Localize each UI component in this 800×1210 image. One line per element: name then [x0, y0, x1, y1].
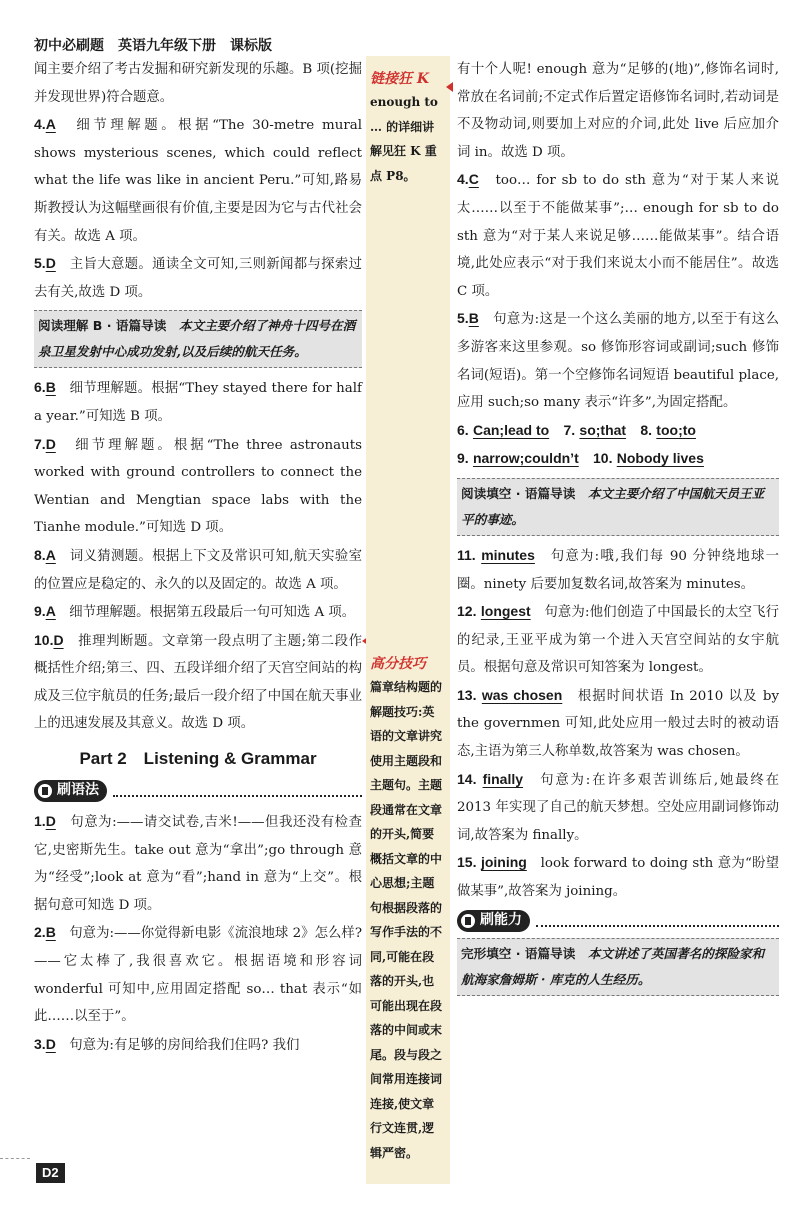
tips-text: 篇章结构题的解题技巧:英语的文章讲究使用主题段和主题句。主题段通常在文章的开头,简要概括文章的中心思想;主题句根据段落的写作手法的不同,可能在段落的开头,也可能出现在段落的中间或末尾。段与段之间常用连接词连接,使文章行文连贯,逻辑严密。 — [370, 680, 443, 1160]
sidebar-notes — [366, 56, 450, 1184]
tips-title: 高分技巧 — [370, 656, 426, 672]
answer-item: 10.D 推理判断题。文章第一段点明了主题;第二段作概括性介绍;第三、四、五段详细介绍了天宫空间站的构成及三位宇航员的任务;最后一段介绍了中国在航天事业上的迅速发展及其意义。故选 D 项。 — [34, 627, 362, 738]
answer-item: 15. joining look forward to doing sth 意为“盼望做某事”,故答案为 joining。 — [457, 854, 779, 900]
answer-row: 6. Can;lead to 7. so;that 8. too;to — [457, 421, 696, 438]
answer-item: 4.A 细节理解题。根据“The 30-metre mural shows mysterious scenes, which could reflect what the life was like in ancient Peru.”可知,路易斯教授认为这幅壁画很有价值,主要是因为它与古代社会有关。故选 A 项。 — [34, 116, 362, 244]
section-grammar: 刷语法 — [34, 780, 362, 802]
part-heading: Part 2 Listening & Grammar — [79, 749, 317, 769]
answer-item: 6.B 细节理解题。根据“They stayed there for half a year.”可知选 B 项。 — [34, 379, 362, 424]
corner-mark — [0, 1158, 30, 1159]
answer-item: 12. longest 句意为:他们创造了中国最长的太空飞行的纪录,王亚平成为第一个进入天宫空间站的女宇航员。根据句意及常识可知答案为 longest。 — [457, 603, 779, 676]
answer-item: 5.B 句意为:这是一个这么美丽的地方,以至于有这么多游客来这里参观。so 修饰形容词或副词;such 修饰名词(短语)。第一个空修饰名词短语 beautiful place,应用 such;so many 表示“许多”,为固定搭配。 — [457, 310, 779, 411]
answer-item: 5.D 主旨大意题。通读全文可知,三则新闻都与探索过去有关,故选 D 项。 — [34, 255, 362, 300]
answer-item: 11. minutes 句意为:哦,我们每 90 分钟绕地球一圈。ninety 后要加复数名词,故答案为 minutes。 — [457, 546, 779, 592]
answer-item: 3.D 句意为:有足够的房间给我们住吗? 我们 — [34, 1035, 300, 1053]
page-number: D2 — [36, 1163, 65, 1183]
page-header: 初中必刷题 英语九年级下册 课标版 — [34, 38, 272, 54]
continuation-text: 闻主要介绍了考古发掘和研究新发现的乐趣。B 项(挖掘并发现世界)符合题意。 — [34, 62, 362, 105]
answer-item: 4.C too… for sb to do sth 意为“对于某人来说太……以至于不能做某事”;… enough for sb to do sth 意为“对于某人来说足够……能做某事”。结合语境,此处应表示“对于我们来说太小而不能居住”。故选 C 项。 — [457, 171, 779, 299]
brush-icon — [38, 784, 52, 798]
dotted-divider — [536, 915, 779, 927]
continuation-text: 有十个人呢! enough 意为“足够的(地)”,修饰名词时,常放在名词前;不定式作后置定语修饰名词时,若动词是不及物动词,则要加上对应的介词,此处 live 后应加介词 in。故选 D 项。 — [457, 62, 779, 160]
answer-item: 2.B 句意为:——你觉得新电影《流浪地球 2》怎么样?——它太棒了,我很喜欢它。根据语境和形容词 wonderful 可知中,应用固定搭配 so… that 表示“如此……以至于”。 — [34, 924, 362, 1025]
answer-item: 9.A 细节理解题。根据第五段最后一句可知选 A 项。 — [34, 603, 356, 621]
answer-item: 7.D 细节理解题。根据“The three astronauts worked with ground controllers to connect the Wentian and Mengtian space labs with the Tianhe module.”可知选 D 项。 — [34, 435, 363, 536]
answer-item: 8.A 词义猜测题。根据上下文及常识可知,航天实验室的位置应是稳定的、永久的以及固定的。故选 A 项。 — [34, 546, 362, 592]
link-title: 链接狂 K — [370, 71, 430, 87]
section-ability: 刷能力 — [457, 910, 779, 932]
right-column — [457, 56, 779, 1002]
answer-row: 9. narrow;couldn’t 10. Nobody lives — [457, 450, 704, 467]
link-text: enough to … 的详细讲解见狂 K 重点 P8。 — [370, 95, 438, 183]
reading-guide-cloze: 阅读填空 · 语篇导读 本文主要介绍了中国航天员王亚平的事迹。 — [457, 478, 779, 536]
reading-guide-b: 阅读理解 B · 语篇导读 本文主要介绍了神舟十四号在酒泉卫星发射中心成功发射,以及后续的航天任务。 — [34, 310, 362, 368]
answer-item: 14. finally 句意为:在许多艰苦训练后,她最终在 2013 年实现了自己的航天梦想。空处应用副词修饰动词,故答案为 finally。 — [457, 770, 779, 843]
brush-icon — [461, 914, 475, 928]
left-column — [34, 56, 362, 1059]
answer-item: 13. was chosen 根据时间状语 In 2010 以及 by the governmen 可知,此处应用一般过去时的被动语态,主语为第三人称单数,故答案为 was chosen。 — [457, 686, 780, 760]
arrow-left-icon — [446, 82, 453, 92]
dotted-divider — [113, 785, 362, 797]
reading-guide-cloze-test: 完形填空 · 语篇导读 本文讲述了英国著名的探险家和航海家詹姆斯 · 库克的人生经历。 — [457, 938, 779, 996]
answer-item: 1.D 句意为:——请交试卷,吉米!——但我还没有检查它,史密斯先生。take out 意为“拿出”;go through 意为“经受”;look at 意为“看”;hand in 意为“上交”。根据句意可知选 D 项。 — [34, 813, 363, 913]
